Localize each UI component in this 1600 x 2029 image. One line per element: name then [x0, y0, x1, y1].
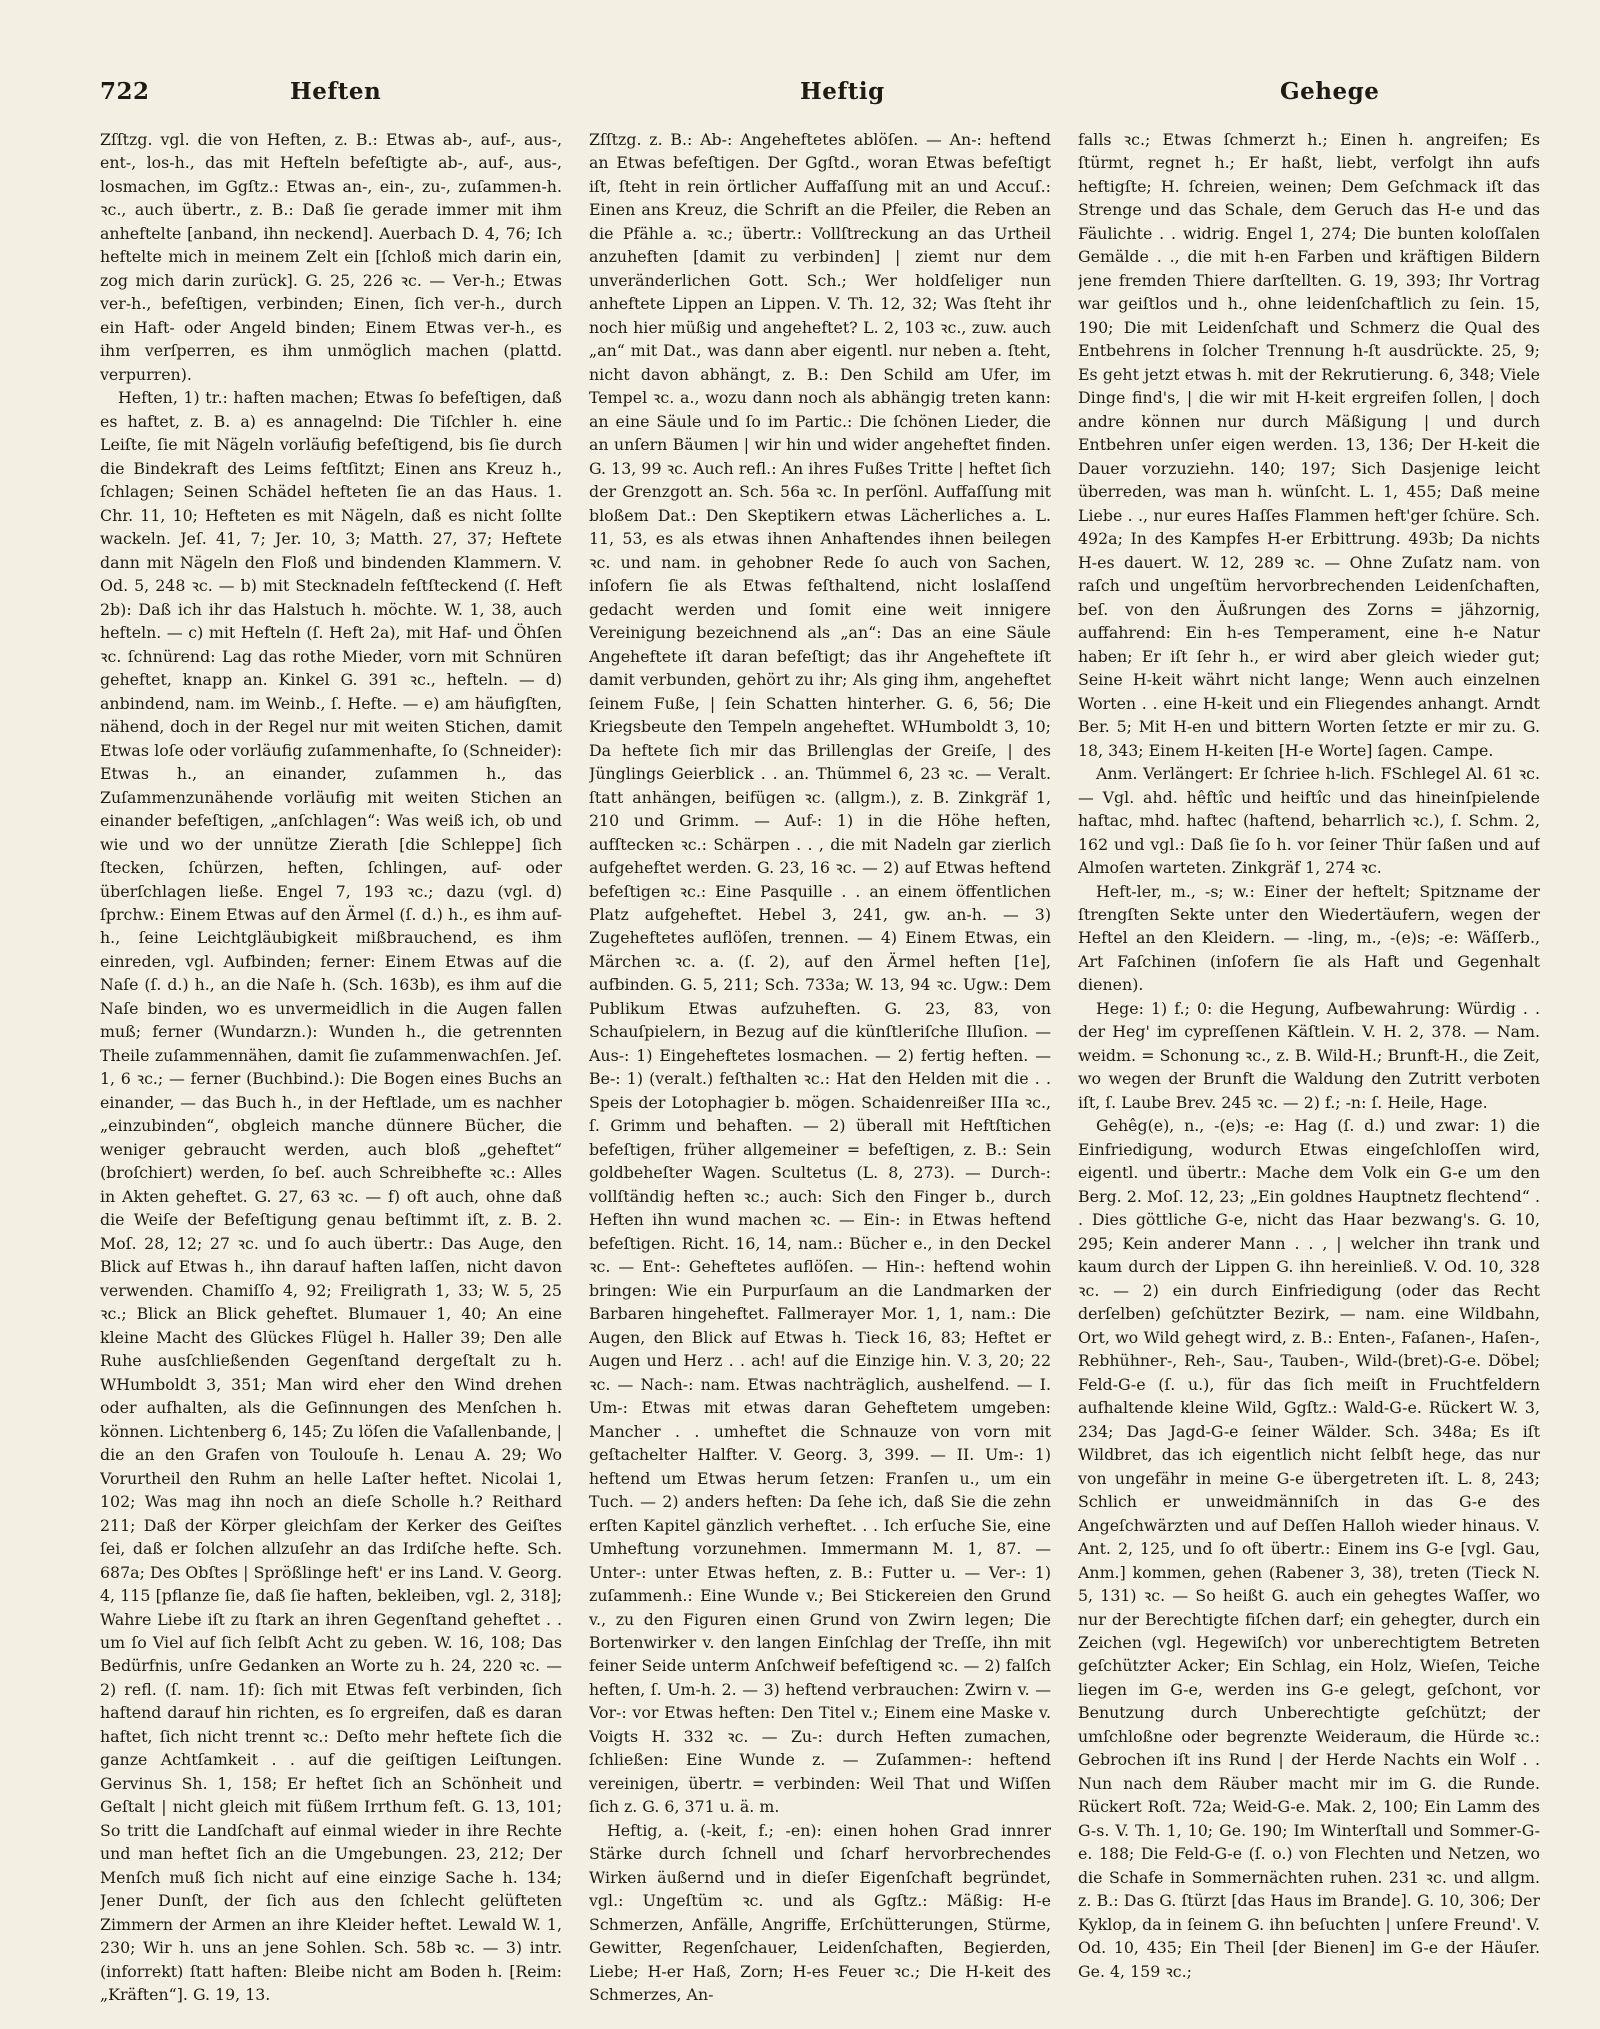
entry-paragraph: Heft-ler, m., -s; w.: Einer der heftelt; Spitzname der ſtrengſten Sekte unter den Wiedertäufern, wegen der Heftel an den Kleidern. — -ling, m., -(e)s; -e: Wäſſerb., Art Faſchinen (inſofern ſie als Haft und Gegenhalt dienen).: [1078, 881, 1540, 995]
column-right: [1078, 128, 1540, 2008]
entry-paragraph: Heftig, a. (-keit, f.; -en): einen hohen Grad innrer Stärke durch ſchnell und ſcharf hervorbrechendes Wirken äußernd und in dieſer Eigenſchaft begründet, vgl.: Ungeſtüm ꝛc. und als Ggſtz.: Mäßig: H-e Schmerzen, Anfälle, Angriffe, Erſchütterungen, Stürme, Gewitter, Regenſchauer, Leidenſchaften, Begierden, Liebe; H-er Haß, Zorn; H-es Feuer ꝛc.; Die H-keit des Schmerzes, An-: [589, 1820, 1051, 2005]
page-number: 722: [100, 78, 150, 105]
column-left: [100, 128, 562, 2008]
entry-paragraph: Hege: 1) f.; 0: die Hegung, Aufbewahrung: Würdig . . der Heg' im cypreſſenen Käſtlein. V. H. 2, 378. — Nam. weidm. = Schonung ꝛc., z. B. Wild-H.; Brunft-H., die Zeit, wo wegen der Brunft die Waldung den Zutritt verboten iſt, ſ. Laube Brev. 245 ꝛc. — 2) f.; -n: ſ. Heile, Hage.: [1078, 998, 1540, 1112]
entry-paragraph: Gehêg(e), n., -(e)s; -e: Hag (ſ. d.) und zwar: 1) die Einfriedigung, wodurch Etwas eingeſchloſſen wird, eigentl. und übertr.: Mache dem Volk ein G-e um den Berg. 2. Moſ. 12, 23; „Ein goldnes Hauptnetz flechtend“ . . Dies göttliche G-e, nicht das Haar bezwang's. G. 10, 295; Kein anderer Mann . . , | welcher ihn trank und kaum durch der Lippen G. ihn hereinließ. V. Od. 10, 328 ꝛc. — 2) ein durch Einfriedigung (oder das Recht derſelben) geſchützter Bezirk, — nam. eine Wildbahn, Ort, wo Wild gehegt wird, z. B.: Enten-, Faſanen-, Haſen-, Rebhühner-, Reh-, Sau-, Tauben-, Wild-(bret)-G-e. Döbel; Feld-G-e (ſ. u.), für das ſich meiſt in Fruchtfeldern aufhaltende kleine Wild, Ggſtz.: Wald-G-e. Rückert W. 3, 234; Das Jagd-G-e ſeiner Wälder. Sch. 348a; Es iſt Wildbret, das ich eigentlich nicht ſelbſt hege, das nur von ungefähr in meine G-e übergetreten iſt. L. 8, 243; Schlich er unweidmänniſch in das G-e des Angeſchwärzten und auf Deſſen Halloh wieder hinaus. V. Ant. 2, 125, und ſo oft übertr.: Einem ins G-e [vgl. Gau, Anm.] kommen, gehen (Rabener 3, 38), treten (Tieck N. 5, 131) ꝛc. — So heißt G. auch ein gehegtes Waſſer, wo nur der Berechtigte fiſchen darf; ein gehegter, durch ein Zeichen (vgl. Hegewiſch) vor unberechtigtem Betreten geſchützter Acker; Ein Schlag, ein Holz, Wieſen, Teiche liegen im G-e, werden ins G-e gelegt, geſchont, vor Benutzung durch Unberechtigte geſchützt; der umſchloßne oder begrenzte Weideraum, die Hürde ꝛc.: Gebrochen iſt ins Rund | der Herde Nachts ein Wolf . . Nun nach dem Räuber macht mir im G. die Runde. Rückert Roſt. 72a; Weid-G-e. Mak. 2, 100; Ein Lamm des G-s. V. Th. 1, 10; Ge. 190; Im Winterſtall und Sommer-G-e. 188; Die Feld-G-e (ſ. o.) von Flechten und Netzen, wo die Schafe in Sommernächten ruhen. 231 ꝛc. und allgm. z. B.: Das G. ſtürzt [das Haus im Brande]. G. 10, 306; Der Kyklop, da in ſeinem G. ihn beſuchten | unſere Freund'. V. Od. 10, 435; Ein Theil [der Bienen] im G-e der Häuſer. Ge. 4, 159 ꝛc.;: [1078, 1116, 1540, 1981]
page-header: [100, 78, 1540, 112]
entry-paragraph: Anm. Verlängert: Er ſchriee h-lich. FSchlegel Al. 61 ꝛc. — Vgl. ahd. hêftîc und heiftîc und das hineinſpielende haftac, mhd. haftec (haftend, beharrlich ꝛc.), ſ. Schm. 2, 162 und vgl.: Daß ſie ſo h. vor ſeiner Thür ſaßen und auf Almoſen warteten. Zinkgräf 1, 274 ꝛc.: [1078, 764, 1540, 878]
entry-paragraph: Zſſtzg. vgl. die von Heften, z. B.: Etwas ab-, auf-, aus-, ent-, los-h., das mit Hefteln befeſtigte ab-, auf-, aus-, losmachen, im Ggſtz.: Etwas an-, ein-, zu-, zuſammen-h. ꝛc., auch übertr., z. B.: Daß ſie gerade immer mit ihm anheftelte [anband, ihn neckend]. Auerbach D. 4, 76; Ich heftelte mich in meinem Zelt ein [ſchloß mich darin ein, zog mich darin zurück]. G. 25, 226 ꝛc. — Ver-h.; Etwas ver-h., befeſtigen, verbinden; Einen, ſich ver-h., durch ein Haft- oder Angeld binden; Einem Etwas ver-h., es ihm verſperren, es ihm unmöglich machen (plattd. verpurren).: [100, 130, 562, 384]
entry-paragraph: Zſſtzg. z. B.: Ab-: Angeheftetes ablöſen. — An-: heftend an Etwas befeſtigen. Der Ggſtd., woran Etwas befeſtigt iſt, ſteht in rein örtlicher Auffaſſung mit an und Accuſ.: Einen ans Kreuz, die Schrift an die Pfeiler, die Reben an die Pfähle a. ꝛc.; übertr.: Vollſtreckung an das Urtheil anzuheften [damit zu verbinden] | ziemt nur dem unveränderlichen Gott. Sch.; Wer holdſeliger nun anheftete Lippen an Lippen. V. Th. 12, 32; Was ſteht ihr noch hier müßig und angeheftet? L. 2, 103 ꝛc., zuw. auch „an“ mit Dat., was dann aber eigentl. nur neben a. ſteht, nicht davon abhängt, z. B.: Den Schild am Ufer, im Tempel ꝛc. a., wozu dann noch als abhängig treten kann: an eine Säule und ſo im Partic.: Die ſchönen Lieder, die an unſern Bäumen | wir hin und wider angeheftet finden. G. 13, 99 ꝛc. Auch refl.: An ihres Fußes Tritte | heftet ſich der Grenzgott an. Sch. 56a ꝛc. In perſönl. Auffaſſung mit bloßem Dat.: Den Skeptikern etwas Lächerliches a. L. 11, 53, es als etwas ihnen Anhaftendes ihnen beilegen ꝛc. und nam. in gehobner Rede ſo auch von Sachen, inſofern ſie als Etwas feſthaltend, nicht loslaſſend gedacht werden und ſomit eine weit innigere Vereinigung bezeichnend als „an“: Das an eine Säule Angeheftete iſt daran befeſtigt; das ihr Angeheftete iſt damit verbunden, gehört zu ihr; Als ging ihm, angeheftet ſeinem Fuße, | ſein Schatten hinterher. G. 6, 56; Die Kriegsbeute den Tempeln angeheftet. WHumboldt 3, 10; Da heftete ſich mir das Brillenglas der Greiſe, | des Jünglings Geierblick . . an. Thümmel 6, 23 ꝛc. — Veralt. ſtatt anhängen, beifügen ꝛc. (allgm.), z. B. Zinkgräf 1, 210 und Grimm. — Auf-: 1) in die Höhe heften, aufſtecken ꝛc.: Schärpen . . , die mit Nadeln gar zierlich aufgeheftet werden. G. 23, 16 ꝛc. — 2) auf Etwas heftend befeſtigen ꝛc.: Eine Pasquille . . an einem öffentlichen Platz aufgeheftet. Hebel 3, 241, gw. an-h. — 3) Zugeheftetes auflöſen, trennen. — 4) Einem Etwas, ein Märchen ꝛc. a. (ſ. 2), auf den Ärmel heften [1e], aufbinden. G. 5, 211; Sch. 733a; W. 13, 94 ꝛc. Ugw.: Dem Publikum Etwas aufzuheften. G. 23, 83, von Schauſpielern, in Bezug auf die künſtleriſche Illuſion. — Aus-: 1) Eingeheftetes losmachen. — 2) fertig heften. — Be-: 1) (veralt.) feſthalten ꝛc.: Hat den Helden mit die . . Speis der Lotophagier b. mögen. Schaidenreißer IIIa ꝛc., ſ. Grimm und behaften. — 2) überall mit Heftſtichen befeſtigen, früher allgemeiner = befeſtigen, z. B.: Sein goldbeheſter Wagen. Scultetus (L. 8, 273). — Durch-: vollſtändig heften ꝛc.; auch: Sich den Finger b., durch Heften ihn wund machen ꝛc. — Ein-: in Etwas heftend befeſtigen. Richt. 16, 14, nam.: Bücher e., in den Deckel ꝛc. — Ent-: Geheftetes auflöſen. — Hin-: heftend wohin bringen: Wie ein Purpurſaum an die Landmarken der Barbaren hingeheftet. Fallmerayer Mor. 1, 1, nam.: Die Augen, den Blick auf Etwas h. Tieck 16, 83; Heftet er Augen und Herz . . ach! auf die Einzige hin. V. 3, 20; 22 ꝛc. — Nach-: nam. Etwas nachträglich, aushelfend. — I. Um-: Etwas mit etwas daran Geheftetem umgeben: Mancher . . umheftet die Schnauze von vorn mit geſtachelter Halfter. V. Georg. 3, 399. — II. Um-: 1) heftend um Etwas herum ſetzen: Franſen u., um ein Tuch. — 2) anders heften: Da ſehe ich, daß Sie die zehn erſten Kapitel gänzlich verheftet. . . Ich erſuche Sie, eine Umheftung vorzunehmen. Immermann M. 1, 87. — Unter-: unter Etwas heften, z. B.: Futter u. — Ver-: 1) zuſammenh.: Eine Wunde v.; Bei Stickereien den Grund v., zu den Figuren einen Grund von Zwirn legen; Die Bortenwirker v. den langen Einſchlag der Treſſe, ihn mit feiner Seide unterm Anſchweif befeſtigend ꝛc. — 2) falſch heften, ſ. Um-h. 2. — 3) heftend verbrauchen: Zwirn v. — Vor-: vor Etwas heften: Den Titel v.; Einem eine Maske v. Voigts H. 332 ꝛc. — Zu-: durch Heften zumachen, ſchließen: Eine Wunde z. — Zuſammen-: heftend vereinigen, übertr. = verbinden: Weil That und Wiſſen ſich z. G. 6, 371 u. ä. m.: [589, 130, 1051, 1817]
header-center-keyword: Heftig: [800, 78, 885, 105]
text-columns: [100, 128, 1540, 2008]
entry-paragraph: Heften, 1) tr.: haften machen; Etwas ſo befeſtigen, daß es haftet, z. B. a) es annagelnd: Die Tiſchler h. eine Leiſte, ſie mit Nägeln vorläufig befeſtigend, bis ſie durch die Bindekraft des Leims feſtſitzt; Einen ans Kreuz h., ſchlagen; Seinen Schädel hefteten ſie an das Haus. 1. Chr. 11, 10; Hefteten es mit Nägeln, daß es nicht ſollte wackeln. Jeſ. 41, 7; Jer. 10, 3; Matth. 27, 37; Heftete dann mit Nägeln den Floß und bindenden Klammern. V. Od. 5, 248 ꝛc. — b) mit Stecknadeln feſtſteckend (ſ. Heft 2b): Daß ich ihr das Halstuch h. möchte. W. 1, 38, auch hefteln. — c) mit Hefteln (ſ. Heft 2a), mit Haf- und Öhſen ꝛc. ſchnürend: Lag das rothe Mieder, vorn mit Schnüren geheftet, knapp an. Kinkel G. 391 ꝛc., hefteln. — d) anbindend, nam. im Weinb., ſ. Hefte. — e) am häufigſten, nähend, doch in der Regel nur mit weiten Stichen, damit Etwas loſe oder vorläufig zuſammenhafte, ſo (Schneider): Etwas h., an einander, zuſammen h., das Zuſammenzunähende vorläufig mit weiten Stichen an einander befeſtigen, „anſchlagen“: Was weiß ich, ob und wie und wo der unnütze Zierath [die Schleppe] ſich ſtecken, ſchürzen, heften, ſchlingen, auf- oder überſchlagen ließe. Engel 7, 193 ꝛc.; dazu (vgl. d) ſprchw.: Einem Etwas auf den Ärmel (ſ. d.) h., es ihm auf-h., ſeine Leichtgläubigkeit mißbrauchend, es ihm einreden, vgl. Aufbinden; ferner: Einem Etwas auf die Naſe (ſ. d.) h., an die Naſe h. (Sch. 163b), es ihm auf die Naſe binden, wo es unvermeidlich in die Augen fallen muß; ferner (Wundarzn.): Wunden h., die getrennten Theile zuſammennähen, damit ſie zuſammenwachſen. Jeſ. 1, 6 ꝛc.; — ferner (Buchbind.): Die Bogen eines Buchs an einander, — das Buch h., in der Heftlade, um es nachher „einzubinden“, obgleich manche dünnere Bücher, die weniger gebraucht werden, auch bloß „geheftet“ (broſchiert) werden, ſo beſ. auch Schreibhefte ꝛc.: Alles in Akten geheftet. G. 27, 63 ꝛc. — f) oft auch, ohne daß die Weiſe der Befeſtigung genau beſtimmt iſt, z. B. 2. Moſ. 28, 12; 27 ꝛc. und ſo auch übertr.: Das Auge, den Blick auf Etwas h., ihn darauf haften laſſen, nicht davon verwenden. Chamiſſo 4, 92; Freiligrath 1, 33; W. 5, 25 ꝛc.; Blick an Blick geheftet. Blumauer 1, 40; An eine kleine Macht des Glückes Flügel h. Haller 39; Den alle Ruhe ausſchließenden Gegenſtand dergeſtalt zu h. WHumboldt 3, 351; Man wird eher den Wind drehen oder aufhalten, als die Geſinnungen des Menſchen h. können. Lichtenberg 6, 145; Zu löſen die Vaſallenbande, | die an den Grafen von Toulouſe h. Lenau A. 29; Wo Vorurtheil den Ruhm an helle Laſter heftet. Nicolai 1, 102; Was mag ihn noch an dieſe Scholle h.? Reithard 211; Daß der Körper gleichſam der Kerker des Geiſtes ſei, daß er ſolchen allzuſehr an das Irdiſche hefte. Sch. 687a; Des Obſtes | Sprößlinge heft' er ins Land. V. Georg. 4, 115 [pflanze ſie, daß ſie haften, bekleiben, vgl. 2, 318]; Wahre Liebe iſt zu ſtark an ihren Gegenſtand geheftet . . um ſo Viel auf ſich ſelbſt Acht zu geben. W. 16, 108; Das Bedürfnis, unſre Gedanken an Worte zu h. 24, 220 ꝛc. — 2) refl. (ſ. nam. 1f): ſich mit Etwas feſt verbinden, ſich haftend darauf hin richten, es ſo ergreifen, daß es daran haftet, ſich nicht trennt ꝛc.: Deſto mehr heftete ſich die ganze Achtſamkeit . . auf die geiſtigen Leiſtungen. Gervinus Sh. 1, 158; Er heftet ſich an Schönheit und Geſtalt | nicht gleich mit füßem Irrthum feſt. G. 13, 101; So tritt die Landſchaft auf einmal wieder in ihre Rechte und man heftet ſich an die Umgebungen. 23, 212; Der Menſch muß ſich nicht auf eine einzige Sache h. 134; Jener Dunſt, der ſich aus den ſchlecht gelüfteten Zimmern der Armen an ihre Kleider heftet. Lewald W. 1, 230; Wir h. uns an jene Sohlen. Sch. 58b ꝛc. — 3) intr. (inforrekt) ſtatt haften: Bleibe nicht am Boden h. [Reim: „Kräften“]. G. 19, 13.: [100, 388, 562, 2005]
column-middle: [589, 128, 1051, 2008]
header-left-keyword: Heften: [290, 78, 382, 105]
header-right-keyword: Gehege: [1280, 78, 1380, 105]
entry-paragraph: falls ꝛc.; Etwas ſchmerzt h.; Einen h. angreifen; Es ſtürmt, regnet h.; Er haßt, liebt, verfolgt ihn aufs heftigſte; H. ſchreien, weinen; Dem Geſchmack iſt das Strenge und das Schale, dem Geruch das H-e und das Fäulichte . . widrig. Engel 1, 274; Die bunten koloſſalen Gemälde . ., die mit h-en Farben und kräftigen Bildern jene fremden Thiere darſtellten. G. 19, 393; Ihr Vortrag war geiſtlos und h., ohne leidenſchaftlich zu ſein. 15, 190; Die mit Leidenſchaft und Schmerz die Qual des Entbehrens in ſolcher Trennung h-ſt ausdrückte. 25, 9; Es geht jetzt etwas h. mit der Rekrutierung. 6, 348; Viele Dinge find's, | die wir mit H-keit ergreifen ſollen, | doch andre können nur durch Mäßigung | und durch Entbehren unſer eigen werden. 13, 136; Der H-keit die Dauer vorzuziehn. 140; 197; Sich Dasjenige leicht überreden, was man h. wünſcht. L. 1, 455; Daß meine Liebe . ., nur eures Haſſes Flammen heft'ger ſchüre. Sch. 492a; In des Kampfes H-er Erbittrung. 493b; Da nichts H-es dauert. W. 12, 289 ꝛc. — Ohne Zuſatz nam. von raſch und ungeſtüm hervorbrechenden Leidenſchaften, beſ. von den Äußrungen des Zorns = jähzornig, auffahrend: Ein h-es Temperament, eine h-e Natur haben; Er iſt ſehr h., er wird aber gleich wieder gut; Seine H-keit währt nicht lange; Wenn auch einzelnen Worten . . eine H-keit und ein Fliegendes anhangt. Arndt Ber. 5; Mit H-en und bittern Worten ſetzte er mir zu. G. 18, 343; Einem H-keiten [H-e Worte] ſagen. Campe.: [1078, 130, 1540, 760]
